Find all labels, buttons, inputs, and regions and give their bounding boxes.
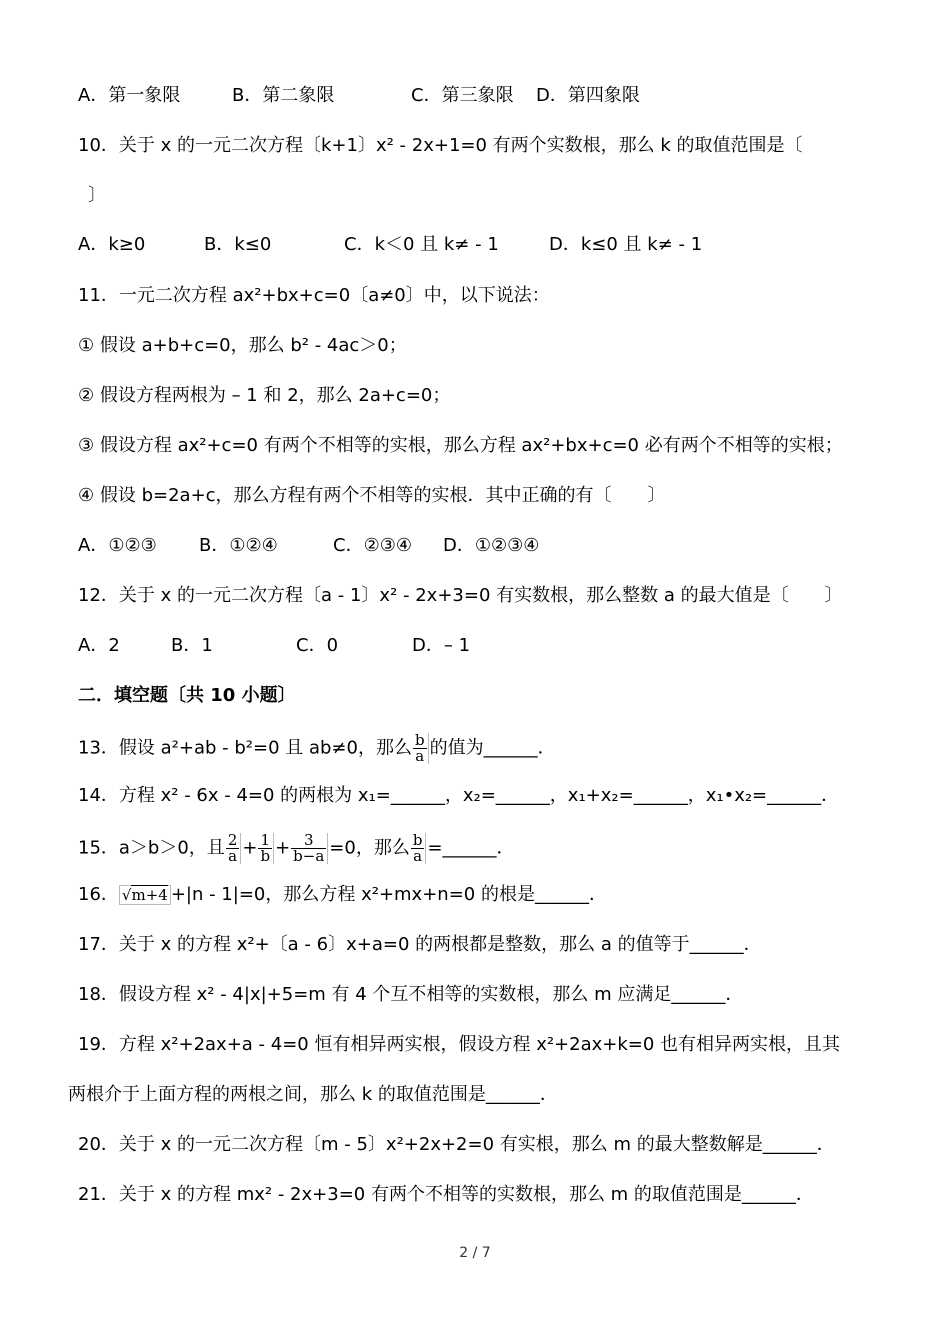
q10-option-d: D．k≤0 且 k≠ - 1	[549, 234, 703, 255]
q10-option-b: B．k≤0	[204, 234, 272, 255]
q11-statement-2: ② 假设方程两根为 – 1 和 2，那么 2a+c=0；	[78, 385, 451, 406]
question-19-line-2: 两根介于上面方程的两根之间，那么 k 的取值范围是______．	[68, 1084, 558, 1105]
section-2-heading: 二．填空题〔共 10 小题〕	[78, 685, 296, 706]
q11-option-c: C．②③④	[333, 535, 412, 556]
q15-f1-num: 2	[227, 831, 238, 849]
question-17: 17．关于 x 的方程 x²+〔a - 6〕x+a=0 的两根都是整数，那么 a 的值等于______．	[78, 934, 762, 955]
q15-f4-den: a	[411, 848, 425, 864]
question-11: 11．一元二次方程 ax²+bx+c=0〔a≠0〕中，以下说法：	[78, 285, 550, 306]
q12-options	[78, 634, 470, 658]
page-number: 2 / 7	[459, 1245, 491, 1261]
q11-option-a: A．①②③	[78, 535, 157, 556]
q11-statement-1: ① 假设 a+b+c=0，那么 b² - 4ac＞0；	[78, 335, 407, 356]
q11-statement-3: ③ 假设方程 ax²+c=0 有两个不相等的实根，那么方程 ax²+bx+c=0 必有两个不相等的实根；	[78, 435, 843, 456]
q15-f4-num: b	[412, 831, 423, 849]
q16-text-pre: 16．	[78, 884, 119, 905]
q15-fraction-3	[291, 833, 328, 864]
question-20: 20．关于 x 的一元二次方程〔m - 5〕x²+2x+2=0 有实根，那么 m 的最大整数解是______．	[78, 1134, 835, 1155]
q15-fraction-1	[226, 833, 242, 864]
q10-option-c: C．k＜0 且 k≠ - 1	[344, 234, 499, 255]
question-21: 21．关于 x 的方程 mx² - 2x+3=0 有两个不相等的实数根，那么 m 的取值范围是______．	[78, 1184, 814, 1205]
question-10-bracket-close: 〕	[88, 185, 106, 206]
question-13	[78, 733, 556, 764]
q13-text-post: 的值为______．	[429, 737, 556, 759]
q15-plus-1: +	[242, 837, 258, 859]
q16-sqrt-content: m+4	[131, 886, 168, 904]
q13-frac-num: b	[414, 731, 425, 749]
q13-text-pre: 13．假设 a²+ab - b²=0 且 ab≠0，那么	[78, 737, 412, 759]
question-15	[78, 833, 515, 864]
q15-plus-2: +	[275, 837, 291, 859]
q15-text-post: =______．	[427, 837, 515, 859]
q15-f3-den: b−a	[293, 847, 325, 865]
q11-option-b: B．①②④	[199, 535, 278, 556]
q11-statement-4: ④ 假设 b=2a+c，那么方程有两个不相等的实根．其中正确的有〔 〕	[78, 485, 666, 506]
q11-option-d: D．①②③④	[443, 535, 540, 556]
q15-fraction-2	[258, 833, 274, 864]
q15-text-mid: =0，那么	[329, 837, 410, 859]
q15-f2-num: 1	[260, 831, 271, 849]
question-10: 10．关于 x 的一元二次方程〔k+1〕x² - 2x+1=0 有两个实数根，那么 k 的取值范围是〔	[78, 135, 803, 156]
q15-f1-den: a	[226, 848, 240, 864]
q12-option-d: D．– 1	[412, 635, 471, 656]
q16-text-post: +|n - 1|=0，那么方程 x²+mx+n=0 的根是______．	[170, 884, 607, 905]
q12-option-a: A．2	[78, 635, 120, 656]
question-14: 14．方程 x² - 6x - 4=0 的两根为 x₁=______，x₂=______，x₁+x₂=______，x₁•x₂=______．	[78, 785, 840, 806]
q15-text-pre: 15．a＞b＞0，且	[78, 837, 225, 859]
question-18: 18．假设方程 x² - 4|x|+5=m 有 4 个互不相等的实数根，那么 m 应满足______．	[78, 984, 744, 1005]
q10-options	[78, 233, 702, 257]
q15-f3-num: 3	[303, 831, 314, 849]
q9-option-b: B．第二象限	[232, 85, 335, 106]
q16-sqrt: √m+4	[119, 885, 171, 905]
question-16	[78, 883, 607, 907]
q12-option-b: B．1	[171, 635, 213, 656]
question-12: 12．关于 x 的一元二次方程〔a - 1〕x² - 2x+3=0 有实数根，那么整数 a 的最大值是〔 〕	[78, 585, 843, 606]
q10-option-a: A．k≥0	[78, 234, 146, 255]
q15-fraction-4	[411, 833, 427, 864]
q9-option-c: C．第三象限	[411, 85, 514, 106]
q9-option-d: D．第四象限	[536, 85, 640, 106]
q13-frac-den: a	[413, 748, 427, 764]
q11-options	[78, 534, 539, 558]
q13-fraction	[413, 733, 429, 764]
q9-option-a: A．第一象限	[78, 85, 181, 106]
q15-f2-den: b	[260, 847, 271, 865]
q12-option-c: C．0	[296, 635, 339, 656]
question-19-line-1: 19．方程 x²+2ax+a - 4=0 恒有相异两实根，假设方程 x²+2ax+k=0 也有相异两实根，且其	[78, 1034, 841, 1055]
q9-options	[78, 84, 640, 108]
